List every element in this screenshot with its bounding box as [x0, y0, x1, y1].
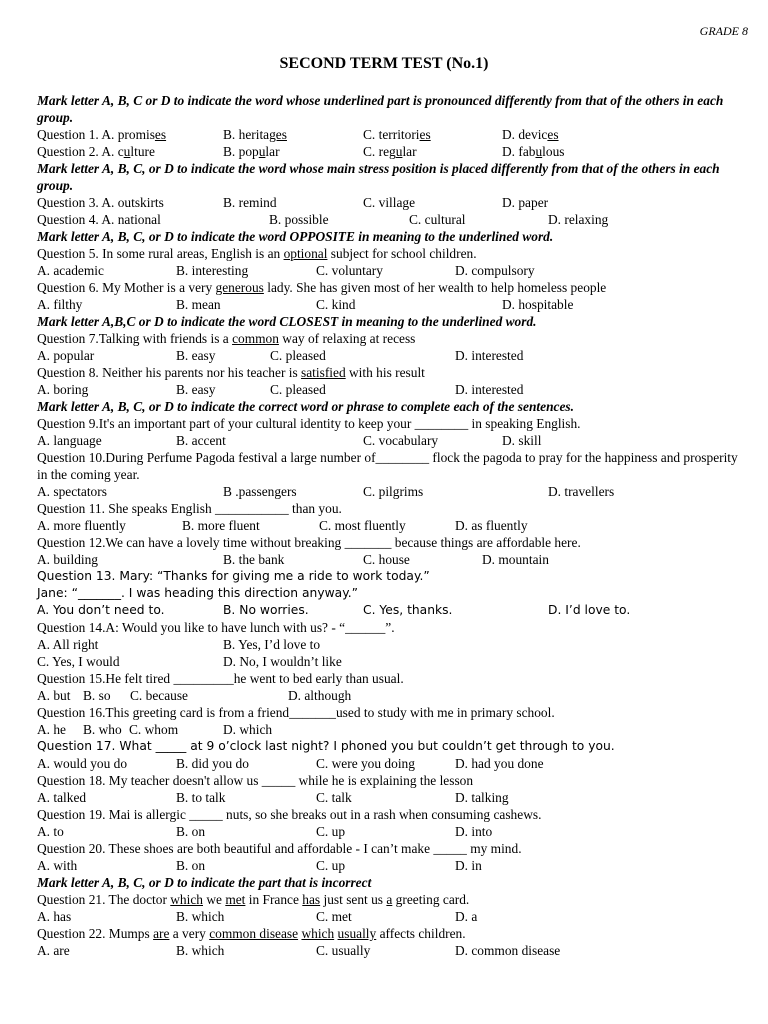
question-3-option-c: C. village	[363, 195, 416, 210]
question-21-option-c: C. met	[316, 909, 352, 924]
question-8-option-c: C. pleased	[270, 382, 326, 397]
question-7-option-b: B. easy	[176, 348, 216, 363]
question-14-option-c: C. Yes, I would	[37, 654, 120, 669]
question-10-option-a: A. spectators	[37, 484, 107, 499]
question-12-option-b: B. the bank	[223, 552, 285, 567]
test-content	[37, 92, 750, 959]
question-17-option-a: A. would you do	[37, 756, 128, 771]
instruction-incorrect: Mark letter A, B, C, or D to indicate the part that is incorrect	[37, 875, 372, 890]
question-15-options	[37, 687, 750, 704]
question-20-stem: Question 20. These shoes are both beautiful and affordable - I can’t make _____ my mind.	[37, 841, 522, 856]
question-3-option-b: B. remind	[223, 195, 277, 210]
question-5-option-a: A. academic	[37, 263, 104, 278]
question-8-stem: Question 8. Neither his parents nor his teacher is satisfied with his result	[37, 365, 425, 380]
instruction-opposite: Mark letter A, B, C, or D to indicate the word OPPOSITE in meaning to the underlined word.	[37, 229, 554, 244]
question-11-options	[37, 517, 750, 534]
question-22-option-c: C. usually	[316, 943, 371, 958]
question-13-option-a: A. You don’t need to.	[37, 603, 165, 617]
question-7-stem: Question 7.Talking with friends is a common way of relaxing at recess	[37, 331, 416, 346]
question-2-options	[37, 143, 750, 160]
question-21-option-d: D. a	[455, 909, 478, 924]
question-1-option-a: Question 1. A. promises	[37, 127, 167, 142]
question-10-option-b: B .passengers	[223, 484, 297, 499]
question-9-options	[37, 432, 750, 449]
question-4-option-d: D. relaxing	[548, 212, 609, 227]
instruction-stress: Mark letter A, B, C, or D to indicate the word whose main stress position is placed differently from that of the others in each group.	[37, 161, 720, 193]
question-2-option-d: D. fabulous	[502, 144, 565, 159]
question-9-option-b: B. accent	[176, 433, 226, 448]
question-17-option-d: D. had you done	[455, 756, 544, 771]
question-12-option-a: A. building	[37, 552, 99, 567]
question-16-stem: Question 16.This greeting card is from a friend_______used to study with me in primary school.	[37, 705, 555, 720]
instruction-closest: Mark letter A,B,C or D to indicate the word CLOSEST in meaning to the underlined word.	[37, 314, 537, 329]
question-3-option-a: Question 3. A. outskirts	[37, 195, 164, 210]
question-14-options-row1	[37, 636, 750, 653]
question-22-option-a: A. are	[37, 943, 70, 958]
question-7-options	[37, 347, 750, 364]
question-10-option-d: D. travellers	[548, 484, 615, 499]
question-6-option-d: D. hospitable	[502, 297, 574, 312]
question-11-stem: Question 11. She speaks English ___________ than you.	[37, 501, 342, 516]
question-14-option-a: A. All right	[37, 637, 99, 652]
question-15-option-c: C. because	[130, 688, 189, 703]
question-10-stem: Question 10.During Perfume Pagoda festival a large number of________ flock the pagoda to pray for the happiness and prosperity in the coming year.	[37, 450, 738, 482]
question-9-option-d: D. skill	[502, 433, 542, 448]
question-4-option-a: Question 4. A. national	[37, 212, 161, 227]
question-7-option-c: C. pleased	[270, 348, 326, 363]
question-16-options	[37, 721, 750, 738]
question-21-stem: Question 21. The doctor which we met in France has just sent us a greeting card.	[37, 892, 470, 907]
question-19-stem: Question 19. Mai is allergic _____ nuts, so she breaks out in a rash when consuming cashews.	[37, 807, 542, 822]
question-18-option-b: B. to talk	[176, 790, 226, 805]
question-19-option-d: D. into	[455, 824, 493, 839]
question-13-options	[37, 602, 750, 619]
question-3-options	[37, 194, 750, 211]
question-1-option-c: C. territories	[363, 127, 431, 142]
question-13-stem: Question 13. Mary: “Thanks for giving me a ride to work today.”	[37, 569, 430, 583]
question-2-option-b: B. popular	[223, 144, 280, 159]
question-17-option-b: B. did you do	[176, 756, 249, 771]
question-13-option-d: D. I’d love to.	[548, 603, 631, 617]
instruction-complete: Mark letter A, B, C, or D to indicate the correct word or phrase to complete each of the sentences.	[37, 399, 574, 414]
question-3-option-d: D. paper	[502, 195, 549, 210]
question-21-option-a: A. has	[37, 909, 72, 924]
question-8-option-d: D. interested	[455, 382, 524, 397]
instruction-pronunciation: Mark letter A, B, C or D to indicate the word whose underlined part is pronounced differently from that of the others in each group.	[37, 93, 724, 125]
question-20-options	[37, 857, 750, 874]
question-22-stem: Question 22. Mumps are a very common disease which usually affects children.	[37, 926, 466, 941]
question-4-option-c: C. cultural	[409, 212, 466, 227]
question-20-option-d: D. in	[455, 858, 482, 873]
question-13-option-b: B. No worries.	[223, 603, 309, 617]
question-19-options	[37, 823, 750, 840]
question-5-option-d: D. compulsory	[455, 263, 535, 278]
question-14-option-b: B. Yes, I’d love to	[223, 637, 321, 652]
question-10-option-c: C. pilgrims	[363, 484, 424, 499]
question-22-option-b: B. which	[176, 943, 225, 958]
question-17-option-c: C. were you doing	[316, 756, 415, 771]
question-16-option-c: C. whom	[129, 722, 179, 737]
question-15-stem: Question 15.He felt tired _________he went to bed early than usual.	[37, 671, 404, 686]
question-1-options	[37, 126, 750, 143]
question-20-option-b: B. on	[176, 858, 206, 873]
question-2-option-c: C. regular	[363, 144, 417, 159]
question-4-options	[37, 211, 750, 228]
question-10-options	[37, 483, 750, 500]
question-13-dialogue: Jane: “_______. I was heading this direction anyway.”	[37, 586, 359, 600]
question-15-option-b: B. so	[83, 688, 111, 703]
question-11-option-d: D. as fluently	[455, 518, 528, 533]
question-19-option-b: B. on	[176, 824, 206, 839]
question-5-option-b: B. interesting	[176, 263, 249, 278]
question-14-options-row2	[37, 653, 750, 670]
question-20-option-a: A. with	[37, 858, 78, 873]
grade-label: GRADE 8	[699, 24, 748, 38]
question-14-stem: Question 14.A: Would you like to have lunch with us? - “______”.	[37, 620, 395, 635]
question-5-option-c: C. voluntary	[316, 263, 383, 278]
question-19-option-c: C. up	[316, 824, 346, 839]
question-11-option-a: A. more fluently	[37, 518, 126, 533]
question-6-stem: Question 6. My Mother is a very generous lady. She has given most of her wealth to help homeless people	[37, 280, 607, 295]
question-6-options	[37, 296, 750, 313]
question-21-options	[37, 908, 750, 925]
question-5-stem: Question 5. In some rural areas, English is an optional subject for school children.	[37, 246, 477, 261]
question-18-option-d: D. talking	[455, 790, 509, 805]
question-1-option-d: D. devices	[502, 127, 559, 142]
question-16-option-a: A. he	[37, 722, 67, 737]
page-title: SECOND TERM TEST (No.1)	[279, 55, 489, 72]
question-6-option-c: C. kind	[316, 297, 356, 312]
question-18-options	[37, 789, 750, 806]
question-9-option-c: C. vocabulary	[363, 433, 439, 448]
question-9-stem: Question 9.It's an important part of your cultural identity to keep your ________ in speaking English.	[37, 416, 581, 431]
question-16-option-b: B. who	[83, 722, 122, 737]
question-7-option-a: A. popular	[37, 348, 95, 363]
question-11-option-c: C. most fluently	[319, 518, 406, 533]
question-18-option-a: A. talked	[37, 790, 87, 805]
question-8-option-b: B. easy	[176, 382, 216, 397]
question-12-option-d: D. mountain	[482, 552, 549, 567]
question-7-option-d: D. interested	[455, 348, 524, 363]
question-6-option-b: B. mean	[176, 297, 221, 312]
question-15-option-a: A. but	[37, 688, 71, 703]
question-2-option-a: Question 2. A. culture	[37, 144, 155, 159]
question-19-option-a: A. to	[37, 824, 64, 839]
question-4-option-b: B. possible	[269, 212, 329, 227]
question-12-options	[37, 551, 750, 568]
question-12-stem: Question 12.We can have a lovely time without breaking _______ because things are affordable here.	[37, 535, 581, 550]
question-21-option-b: B. which	[176, 909, 225, 924]
question-6-option-a: A. filthy	[37, 297, 83, 312]
question-8-option-a: A. boring	[37, 382, 89, 397]
question-17-stem: Question 17. What _____ at 9 o’clock last night? I phoned you but couldn’t get through to you.	[37, 739, 615, 753]
question-14-option-d: D. No, I wouldn’t like	[223, 654, 342, 669]
question-15-option-d: D. although	[288, 688, 352, 703]
question-8-options	[37, 381, 750, 398]
question-22-options	[37, 942, 750, 959]
question-17-options	[37, 755, 750, 772]
question-20-option-c: C. up	[316, 858, 346, 873]
question-16-option-d: D. which	[223, 722, 273, 737]
question-5-options	[37, 262, 750, 279]
question-18-stem: Question 18. My teacher doesn't allow us _____ while he is explaining the lesson	[37, 773, 474, 788]
question-11-option-b: B. more fluent	[182, 518, 260, 533]
question-9-option-a: A. language	[37, 433, 102, 448]
question-1-option-b: B. heritages	[223, 127, 287, 142]
question-12-option-c: C. house	[363, 552, 410, 567]
question-18-option-c: C. talk	[316, 790, 352, 805]
question-13-option-c: C. Yes, thanks.	[363, 603, 453, 617]
question-22-option-d: D. common disease	[455, 943, 561, 958]
